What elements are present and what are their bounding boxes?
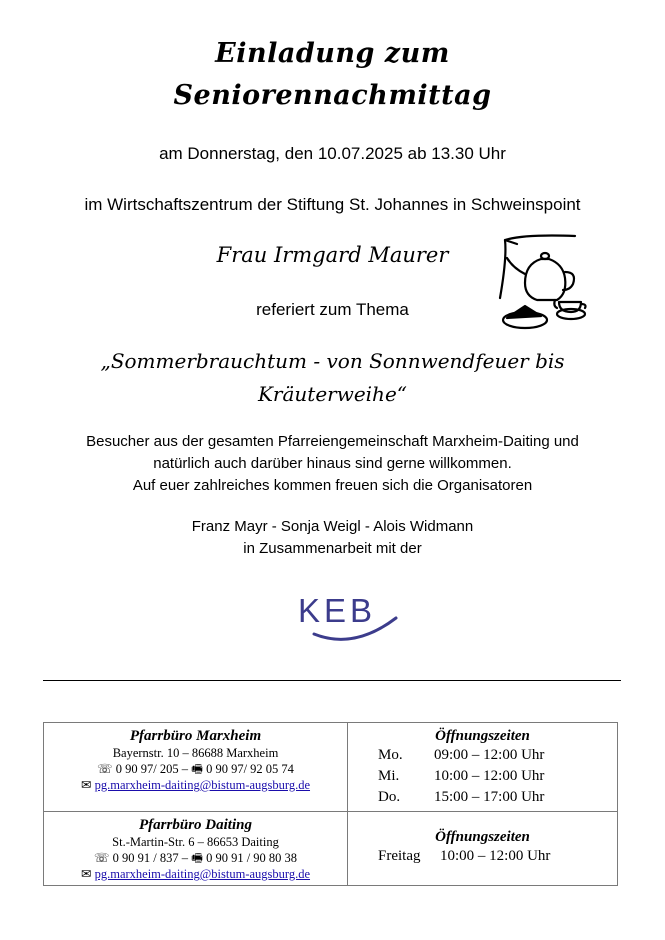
hours-row [378,846,613,867]
hours-row [378,787,613,808]
hours-time: 10:00 – 12:00 Uhr [434,768,545,784]
hours-day: Freitag [378,848,421,864]
office-hours-daiting [348,812,618,886]
office-email-link[interactable]: pg.marxheim-daiting@bistum-augsburg.de [94,778,311,792]
body-line-1: Besucher aus der gesamten Pfarreiengemeinschaft Marxheim-Daiting und [86,433,579,450]
keb-logo-text: KEB [298,592,377,629]
office-phone-fax: ☏ 0 90 97/ 205 – 🖷 0 90 97/ 92 05 74 [97,762,294,776]
hours-row [378,766,613,787]
hours-row [378,745,613,766]
event-date: am Donnerstag, den 10.07.2025 ab 13.30 Uhr [159,144,506,163]
topic-line-2: Kräuterweihe“ [257,382,408,406]
topic-line-1: „Sommerbrauchtum - von Sonnwendfeuer bis [100,349,565,373]
hours-day: Do. [378,789,401,805]
title-line-1: Einladung zum [215,38,450,69]
hours-time: 15:00 – 17:00 Uhr [434,789,545,805]
hours-day: Mi. [378,768,400,784]
hours-title: Öffnungszeiten [435,728,530,744]
office-name: Pfarrbüro Daiting [139,817,252,833]
cooperation-line: in Zusammenarbeit mit der [243,540,422,557]
refers-line: referiert zum Thema [256,300,409,319]
hours-time: 10:00 – 12:00 Uhr [440,848,551,864]
event-venue: im Wirtschaftszentrum der Stiftung St. Johannes in Schweinspoint [84,195,581,214]
hours-title: Öffnungszeiten [435,829,530,845]
office-name: Pfarrbüro Marxheim [129,728,262,744]
title-line-2: Seniorennachmittag [173,80,492,111]
speaker-name: Frau Irmgard Maurer [216,243,449,267]
coffee-cake-icon [495,228,587,336]
office-address: St.-Martin-Str. 6 – 86653 Daiting [112,835,279,849]
hours-time: 09:00 – 12:00 Uhr [434,747,545,763]
mail-icon: ✉ [80,867,95,881]
office-hours-marxheim [348,723,618,812]
hours-day: Mo. [378,747,403,763]
office-address: Bayernstr. 10 – 86688 Marxheim [112,746,279,760]
organizers-names: Franz Mayr - Sonja Weigl - Alois Widmann [191,518,474,535]
office-phone-fax: ☏ 0 90 91 / 837 – 🖷 0 90 91 / 90 80 38 [93,851,298,865]
keb-logo [290,588,405,648]
office-info-table [43,722,618,886]
mail-icon: ✉ [80,778,95,792]
office-contact-marxheim [44,723,348,812]
body-line-3: Auf euer zahlreiches kommen freuen sich die Organisatoren [132,477,533,494]
office-contact-daiting [44,812,348,886]
office-row-daiting [44,812,618,886]
body-line-2: natürlich auch darüber hinaus sind gerne willkommen. [153,455,512,472]
office-row-marxheim [44,723,618,812]
office-email-link[interactable]: pg.marxheim-daiting@bistum-augsburg.de [94,867,311,881]
divider-line [43,680,621,681]
